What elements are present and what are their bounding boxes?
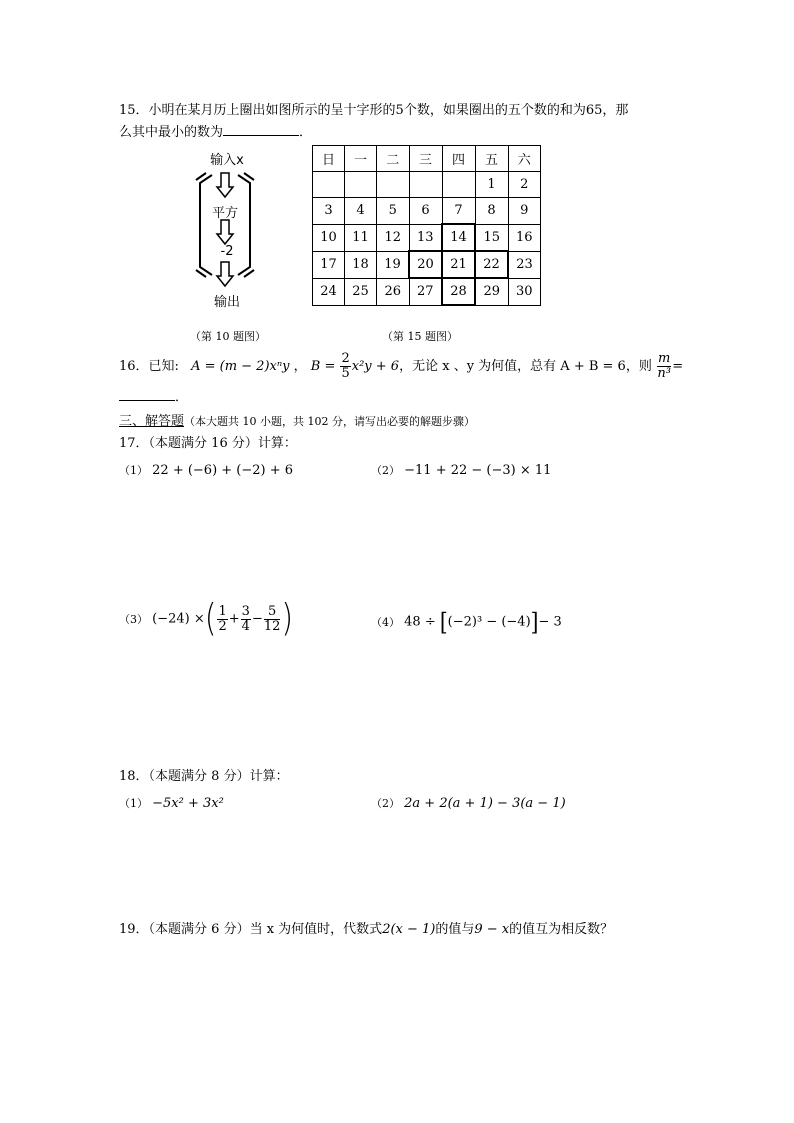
- calendar-cell: 21: [442, 251, 475, 278]
- flow-output-label: 输出: [213, 295, 240, 310]
- calendar-cell-highlighted: 14: [442, 224, 475, 251]
- q16-answer-fraction: [657, 352, 671, 381]
- calendar-cell: 27: [409, 278, 442, 305]
- calendar-cell: 1: [475, 172, 508, 198]
- flow-right-bracket: [238, 175, 250, 275]
- flow-square-label: 平方: [211, 206, 238, 221]
- q19-end: 的值互为相反数？: [509, 922, 614, 937]
- q18-p1-label: （1）: [119, 797, 148, 810]
- calendar-header-cell: 四: [442, 146, 475, 172]
- section3-heading: [119, 410, 475, 429]
- q17-p2-expr: −11 + 22 − (−3) × 11: [404, 463, 552, 478]
- q17-part3: （3） (−24) ×( $\frac{1}{2}$ + $\frac{3}{4}$ − $\frac{5}{12}$ ): [119, 596, 294, 641]
- calendar-cell: 7: [442, 198, 475, 225]
- q19-pre: 19．（本题满分 6 分）当 x 为何值时，代数式: [119, 922, 383, 937]
- calendar-header-cell: 三: [409, 146, 442, 172]
- flow-left-bracket: [200, 175, 212, 275]
- q16-answer-blank: [119, 400, 175, 401]
- calendar-cell: 5: [377, 198, 410, 225]
- q17-p3-pre: (−24) ×: [152, 611, 205, 627]
- flow-input-label: 输入x: [210, 153, 244, 168]
- calendar-cell: [345, 172, 377, 198]
- q17-p4-pre: 48 ÷: [404, 614, 436, 630]
- q16-end: ．: [175, 390, 189, 405]
- q16-b-lhs: B =: [310, 359, 336, 374]
- calendar-cell-highlighted: 22: [475, 251, 508, 278]
- q17-p4-label: （4）: [371, 616, 400, 629]
- q17-p3-f2-num: 3: [241, 603, 250, 619]
- q15-line2: [119, 121, 312, 140]
- calendar-cell: 6: [409, 198, 442, 225]
- figure15-caption: （第 15 题图）: [382, 330, 458, 343]
- q17-p3-op1: +: [228, 611, 240, 627]
- calendar-cell: 10: [313, 224, 345, 251]
- calendar-cell: 13: [409, 224, 442, 251]
- calendar-cell: 11: [345, 224, 377, 251]
- q15-line2-end: ．: [299, 125, 313, 140]
- calendar-header-cell: 六: [508, 146, 541, 172]
- calendar-cell-highlighted: 28: [442, 278, 475, 305]
- q18-p2-expr: 2a + 2(a + 1) − 3(a − 1): [404, 796, 566, 811]
- q15-line1: 15．小明在某月历上圈出如图所示的呈十字形的5个数，如果圈出的五个数的和为65，那: [119, 103, 629, 118]
- calendar-cell: 30: [508, 278, 541, 305]
- q19-expr1: 2(x − 1): [382, 922, 436, 937]
- q18-title: 18．（本题满分 8 分）计算：: [119, 769, 289, 784]
- q17-p2-label: （2）: [371, 464, 400, 477]
- calendar-header-cell: 一: [345, 146, 377, 172]
- q17-p3-f3-den: 12: [263, 618, 281, 634]
- calendar-cell: [409, 172, 442, 198]
- calendar-cell: 8: [475, 198, 508, 225]
- flow-arrow-3: [217, 262, 233, 286]
- q17-p3-f1-num: 1: [218, 603, 227, 619]
- q18-part2: [371, 795, 566, 811]
- q16-frac-num: m: [657, 351, 671, 366]
- q15-answer-blank: [223, 135, 299, 136]
- q18-part1: [119, 795, 224, 811]
- calendar-cell: 26: [377, 278, 410, 305]
- q17-p1-expr: 22 + (−6) + (−2) + 6: [152, 463, 294, 478]
- q17-p4-inner: (−2)³ − (−4): [447, 614, 531, 630]
- calendar-cell: 4: [345, 198, 377, 225]
- flow-arrow-2: [217, 220, 233, 244]
- q17-p4-post: − 3: [538, 614, 562, 630]
- q17-p3-op2: −: [251, 611, 263, 627]
- q17-p1-label: （1）: [119, 464, 148, 477]
- calendar-cell: 2: [508, 172, 541, 198]
- flowchart-diagram: [190, 165, 260, 300]
- calendar-cell: 23: [508, 251, 541, 278]
- q16-b-num: 2: [341, 351, 350, 366]
- q16-b-fraction: [340, 352, 350, 381]
- calendar-cell: 17: [313, 251, 345, 278]
- calendar-cell: 25: [345, 278, 377, 305]
- q17-part2: [371, 462, 551, 478]
- section3-title: 三、解答题: [119, 414, 185, 429]
- calendar-row: [313, 224, 541, 251]
- q17-p3-f3-num: 5: [264, 605, 281, 620]
- q18-p1-expr: −5x² + 3x²: [152, 796, 224, 811]
- q16-answer-line: [119, 386, 188, 405]
- q16-eq: =: [672, 359, 684, 374]
- calendar-cell: 15: [475, 224, 508, 251]
- calendar-cell: 16: [508, 224, 541, 251]
- q16-a-expr: A = (m − 2)xⁿy: [191, 359, 290, 374]
- q17-p3-label: （3）: [119, 613, 148, 626]
- calendar-row: [313, 251, 541, 278]
- q16-b-den: 5: [341, 366, 350, 381]
- calendar-cell: 19: [377, 251, 410, 278]
- q16-frac-den: n³: [657, 366, 671, 381]
- q17-p3-f1-den: 2: [218, 618, 227, 634]
- calendar-cell: 12: [377, 224, 410, 251]
- calendar-cell: [377, 172, 410, 198]
- q15-line2-text: 么其中最小的数为: [119, 125, 224, 140]
- flow-arrow-1: [217, 173, 233, 197]
- calendar-table: [312, 145, 541, 306]
- calendar-cell: [442, 172, 475, 198]
- q16-line: 16．已知: A = (m − 2)xⁿy ， B = $\frac{2}{5}$ x²y + 6，无论 x 、y 为何值，总有 A + B = 6，则 $\frac{m}{\text{n³}}$ =: [119, 351, 684, 381]
- section3-note: （本大题共 10 小题，共 102 分，请写出必要的解题步骤）: [184, 415, 475, 428]
- q19-expr2: 9 − x: [474, 922, 510, 937]
- q19-mid: 的值与: [435, 922, 475, 937]
- calendar-cell: 18: [345, 251, 377, 278]
- calendar-cell: 29: [475, 278, 508, 305]
- figure10-caption: （第 10 题图）: [190, 330, 266, 343]
- calendar-row: [313, 172, 541, 198]
- calendar-cell: [313, 172, 345, 198]
- q17-title: 17．（本题满分 16 分）计算：: [119, 436, 297, 451]
- q17-part1: [119, 462, 293, 478]
- calendar-row: [313, 278, 541, 305]
- calendar-cell: 9: [508, 198, 541, 225]
- q16-mid: ，无论 x 、y 为何值，总有 A + B = 6，则: [399, 359, 652, 374]
- q16-prefix: 16．已知:: [119, 359, 179, 374]
- calendar-header-cell: 二: [377, 146, 410, 172]
- calendar-row: [313, 198, 541, 225]
- calendar-cell: 3: [313, 198, 345, 225]
- q17-part4: （4） 48 ÷ [(−2)³ − (−4)]− 3: [371, 607, 562, 637]
- calendar-cell: 24: [313, 278, 345, 305]
- flow-minus2-label: -2: [220, 244, 234, 259]
- q19-line: [119, 918, 613, 937]
- q18-p2-label: （2）: [371, 797, 400, 810]
- q17-p3-f2-den: 4: [241, 618, 250, 634]
- calendar-header-row: [313, 146, 541, 172]
- calendar-cell-highlighted: 20: [409, 251, 442, 278]
- calendar-header-cell: 日: [313, 146, 345, 172]
- calendar-header-cell: 五: [475, 146, 508, 172]
- q16-b-rest: x²y + 6: [351, 359, 400, 374]
